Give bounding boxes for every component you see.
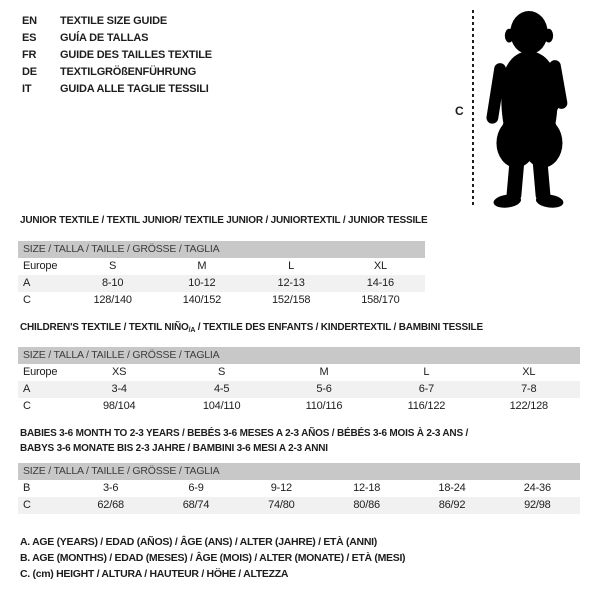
- size-cell: 8-10: [102, 277, 124, 289]
- size-cell: 6-7: [418, 383, 435, 395]
- size-header-bar: SIZE / TALLA / TAILLE / GRÖSSE / TAGLIA: [18, 463, 580, 480]
- size-cell: 140/152: [182, 294, 222, 306]
- size-cell: 5-6: [316, 383, 332, 395]
- babies-title-line2: BABYS 3-6 MONATE BIS 2-3 JAHRE / BAMBINI 3-6 MESI A 2-3 ANNI: [20, 443, 328, 454]
- row-label: C: [23, 294, 31, 306]
- row-label: A: [23, 383, 31, 395]
- language-row-fr: [22, 47, 212, 64]
- junior-section-title: JUNIOR TEXTILE / TEXTIL JUNIOR/ TEXTILE JUNIOR / JUNIORTEXTIL / JUNIOR TESSILE: [20, 215, 428, 226]
- legend-line-b: B. AGE (MONTHS) / EDAD (MESES) / ÂGE (MOIS) / ALTER (MONATE) / ETÀ (MESI): [20, 552, 406, 564]
- size-cell: L: [288, 260, 295, 272]
- children-title-sub: /A: [188, 327, 196, 334]
- table-row: [18, 497, 580, 514]
- size-cell: 62/68: [97, 499, 124, 511]
- table-row: [18, 364, 580, 381]
- row-label: Europe: [23, 366, 58, 378]
- language-list: [22, 13, 212, 98]
- babies-title-line1: BABIES 3-6 MONTH TO 2-3 YEARS / BEBÉS 3-6 MESES A 2-3 AÑOS / BÉBÉS 3-6 MOIS À 2-3 ANS /: [20, 428, 469, 439]
- size-cell: 68/74: [182, 499, 210, 511]
- legend: [20, 534, 405, 582]
- size-cell: 3-4: [111, 383, 127, 395]
- language-code: ES: [22, 32, 37, 44]
- size-cell: 74/80: [268, 499, 295, 511]
- size-cell: 18-24: [438, 482, 466, 494]
- size-cell: 122/128: [509, 400, 548, 412]
- babies-section-title: [20, 426, 468, 456]
- language-code: EN: [22, 15, 37, 27]
- size-cell: 14-16: [366, 277, 394, 289]
- language-row-en: [22, 13, 212, 30]
- size-cell: L: [423, 366, 430, 378]
- size-cell: XS: [112, 366, 127, 378]
- size-cell: 116/122: [407, 400, 446, 412]
- language-code: FR: [22, 49, 37, 61]
- height-marker-label: C: [455, 104, 464, 118]
- size-cell: 24-36: [523, 482, 551, 494]
- language-code: DE: [22, 66, 37, 78]
- language-row-de: [22, 64, 212, 81]
- size-cell: 4-5: [213, 383, 230, 395]
- language-row-es: [22, 30, 212, 47]
- height-dashed-line: [472, 10, 474, 207]
- size-cell: 98/104: [102, 400, 136, 412]
- language-label: TEXTILE SIZE GUIDE: [60, 15, 168, 27]
- size-cell: 110/116: [305, 400, 343, 412]
- size-cell: 86/92: [438, 499, 466, 511]
- row-label: B: [23, 482, 31, 494]
- size-cell: 7-8: [521, 383, 537, 395]
- children-section-title: [20, 320, 483, 338]
- children-title-pre: CHILDREN'S TEXTILE / TEXTIL NIÑO: [20, 322, 189, 333]
- table-row: [18, 292, 425, 309]
- size-cell: 12-18: [353, 482, 381, 494]
- legend-line-a: A. AGE (YEARS) / EDAD (AÑOS) / ÂGE (ANS) / ALTER (JAHRE) / ETÀ (ANNI): [20, 536, 377, 548]
- size-cell: 9-12: [270, 482, 292, 494]
- babies-size-table: [18, 463, 580, 514]
- language-label: TEXTILGRÖßENFÜHRUNG: [60, 66, 197, 78]
- size-cell: M: [319, 366, 329, 378]
- size-cell: XL: [522, 366, 536, 378]
- size-cell: XL: [373, 260, 387, 272]
- row-label: C: [23, 400, 31, 412]
- language-code: IT: [22, 83, 32, 95]
- size-cell: S: [218, 366, 226, 378]
- row-label: A: [23, 277, 31, 289]
- table-row: [18, 258, 425, 275]
- table-row: [18, 398, 580, 415]
- language-row-it: [22, 81, 212, 98]
- size-cell: 3-6: [103, 482, 119, 494]
- table-row: [18, 480, 580, 497]
- table-row: [18, 275, 425, 292]
- size-header-bar: SIZE / TALLA / TAILLE / GRÖSSE / TAGLIA: [18, 241, 425, 258]
- language-label: GUIDE DES TAILLES TEXTILE: [60, 49, 212, 61]
- size-cell: 158/170: [361, 294, 400, 306]
- size-cell: S: [109, 260, 117, 272]
- size-cell: M: [197, 260, 207, 272]
- size-cell: 80/86: [353, 499, 380, 511]
- size-cell: 12-13: [277, 277, 305, 289]
- size-cell: 10-12: [188, 277, 216, 289]
- legend-line-c: C. (cm) HEIGHT / ALTURA / HAUTEUR / HÖHE / ALTEZZA: [20, 568, 289, 580]
- size-cell: 6-9: [188, 482, 204, 494]
- children-size-table: [18, 347, 580, 415]
- size-cell: 152/158: [271, 294, 311, 306]
- toddler-silhouette-icon: [481, 8, 573, 210]
- children-title-post: / TEXTILE DES ENFANTS / KINDERTEXTIL / BAMBINI TESSILE: [195, 322, 483, 333]
- size-cell: 92/98: [524, 499, 551, 511]
- size-cell: 128/140: [93, 294, 132, 306]
- size-cell: 104/110: [202, 400, 241, 412]
- language-label: GUÍA DE TALLAS: [60, 32, 149, 44]
- table-row: [18, 381, 580, 398]
- row-label: Europe: [23, 260, 58, 272]
- row-label: C: [23, 499, 31, 511]
- language-label: GUIDA ALLE TAGLIE TESSILI: [60, 83, 209, 95]
- junior-size-table: [18, 241, 425, 309]
- size-header-bar: SIZE / TALLA / TAILLE / GRÖSSE / TAGLIA: [18, 347, 580, 364]
